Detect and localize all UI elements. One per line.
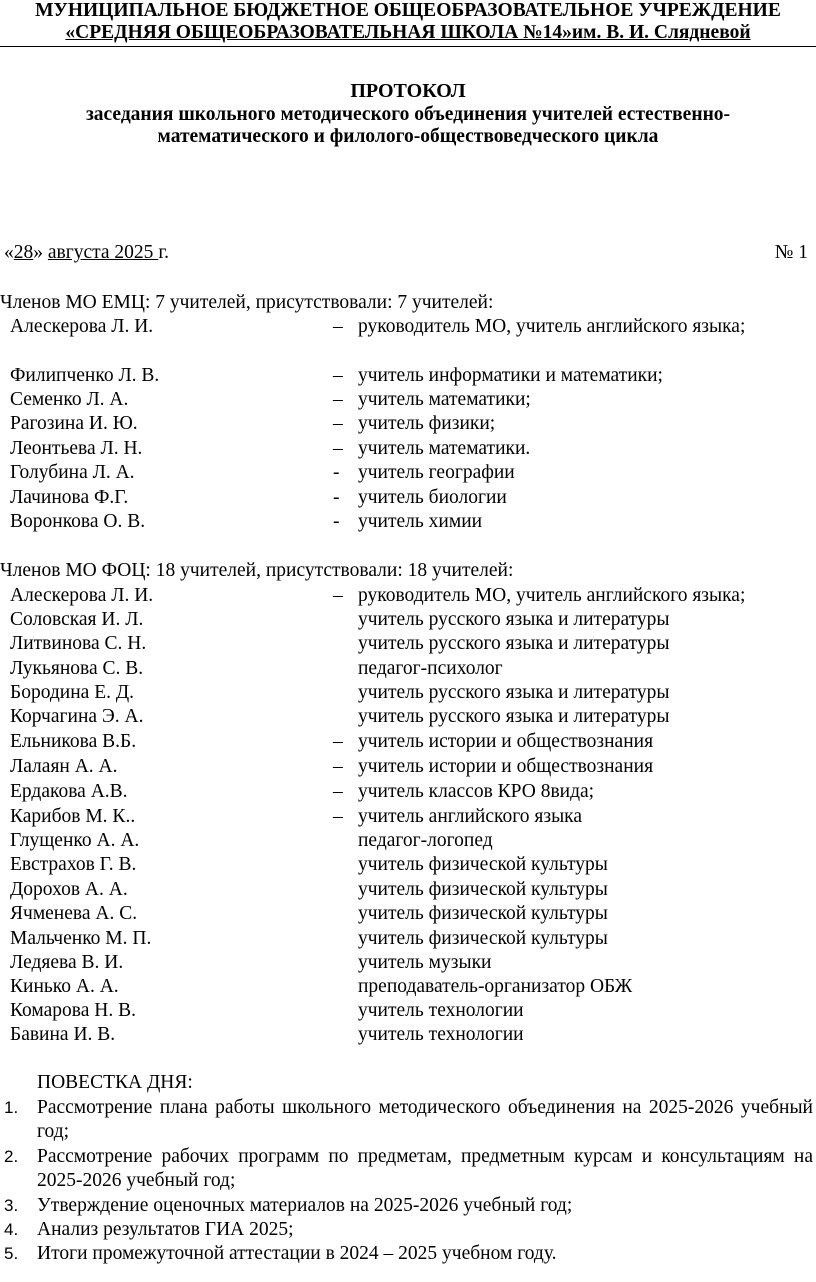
member-row (0, 1000, 816, 1024)
member-name: Кинько А. А. (10, 976, 119, 997)
member-row (0, 706, 816, 730)
date-quote-close: » (33, 242, 43, 263)
member-role: учитель истории и обществознания (358, 731, 654, 752)
member-name: Корчагина Э. А. (10, 706, 144, 727)
member-row (0, 389, 816, 413)
member-role: учитель истории и обществознания (358, 756, 654, 777)
member-name: Евстрахов Г. В. (10, 854, 137, 875)
agenda-item-number: 1. (4, 1098, 19, 1117)
member-role: учитель русского языка и литературы (358, 609, 670, 630)
member-role: учитель биологии (358, 487, 507, 508)
member-dash: – (333, 413, 343, 434)
agenda-item-text: Анализ результатов ГИА 2025; (37, 1219, 294, 1240)
member-role: учитель химии (358, 511, 483, 532)
member-row (0, 438, 816, 462)
member-row (0, 854, 816, 878)
member-row (0, 903, 816, 927)
member-name: Соловская И. Л. (10, 609, 144, 630)
member-name: Семенко Л. А. (10, 389, 129, 410)
member-name: Ячменева А. С. (10, 903, 138, 924)
member-name: Воронкова О. В. (10, 511, 146, 532)
member-name: Ердакова А.В. (10, 781, 128, 802)
member-role: педагог-психолог (358, 658, 503, 679)
protocol-title: ПРОТОКОЛ (350, 80, 466, 102)
agenda-item-text: Рассмотрение плана работы школьного методического объединения на 2025-2026 учебный год; (37, 1097, 813, 1142)
member-dash: – (333, 365, 343, 386)
date-year-suffix: г. (158, 242, 169, 263)
member-row (0, 781, 816, 805)
school-header-line1: МУНИЦИПАЛЬНОЕ БЮДЖЕТНОЕ ОБЩЕОБРАЗОВАТЕЛЬНОЕ УЧРЕЖДЕНИЕ (35, 0, 781, 21)
member-row (0, 682, 816, 706)
school-header-line2: «СРЕДНЯЯ ОБЩЕОБРАЗОВАТЕЛЬНАЯ ШКОЛА №14»им. В. И. Слядневой (65, 22, 751, 43)
member-role: учитель классов КРО 8вида; (358, 781, 595, 802)
member-role: учитель физики; (358, 413, 496, 434)
member-name: Алескерова Л. И. (10, 585, 154, 606)
date-day: 28 (13, 242, 34, 263)
member-role: учитель технологии (358, 1024, 524, 1045)
member-dash: – (333, 731, 343, 752)
member-role: руководитель МО, учитель английского языка; (358, 585, 746, 606)
member-row (0, 365, 816, 389)
member-name: Ледяева В. И. (10, 952, 124, 973)
member-role: учитель технологии (358, 1000, 524, 1021)
foc-heading: Членов МО ФОЦ: 18 учителей, присутствовали: 18 учителей: (0, 560, 514, 581)
agenda-item-text: Итоги промежуточной аттестации в 2024 – 2025 учебном году. (37, 1243, 557, 1264)
member-row (0, 976, 816, 1000)
member-role: учитель русского языка и литературы (358, 633, 670, 654)
member-name: Бавина И. В. (10, 1024, 116, 1045)
member-name: Дорохов А. А. (10, 879, 128, 900)
member-name: Комарова Н. В. (10, 1000, 136, 1021)
member-role: учитель математики. (358, 438, 531, 459)
member-row (0, 830, 816, 854)
agenda-item-number: 2. (4, 1147, 19, 1166)
member-dash: – (333, 781, 343, 802)
member-row (0, 879, 816, 903)
member-name: Карибов М. К.. (10, 806, 136, 827)
protocol-number: № 1 (774, 242, 808, 263)
date-month-year: августа 2025 (47, 242, 159, 263)
agenda-item-text: Утверждение оценочных материалов на 2025-2026 учебный год; (37, 1195, 573, 1216)
member-role: руководитель МО, учитель английского языка; (358, 316, 746, 337)
member-row (0, 609, 816, 633)
header-divider (0, 46, 816, 47)
member-role: учитель физической культуры (358, 879, 608, 900)
member-name: Рагозина И. Ю. (10, 413, 138, 434)
protocol-subtitle-2: математического и филолого-обществоведческого цикла (157, 126, 659, 147)
member-role: учитель географии (358, 462, 515, 483)
member-name: Филипченко Л. В. (10, 365, 160, 386)
member-row (0, 731, 816, 755)
member-role: учитель математики; (358, 389, 531, 410)
member-name: Леонтьева Л. Н. (10, 438, 143, 459)
member-role: учитель музыки (358, 952, 492, 973)
member-role: учитель физической культуры (358, 903, 608, 924)
member-row (0, 413, 816, 437)
member-name: Лукьянова С. В. (10, 658, 144, 679)
member-role: учитель русского языка и литературы (358, 682, 670, 703)
member-name: Ельникова В.Б. (10, 731, 137, 752)
member-dash: - (333, 511, 340, 532)
member-row (0, 585, 816, 609)
member-row (0, 756, 816, 780)
member-dash: – (333, 585, 343, 606)
member-dash: – (333, 438, 343, 459)
member-dash: – (333, 756, 343, 777)
member-role: учитель физической культуры (358, 928, 608, 949)
member-name: Бородина Е. Д. (10, 682, 135, 703)
member-row (0, 511, 816, 535)
agenda-item-number: 4. (4, 1220, 19, 1239)
member-role: учитель информатики и математики; (358, 365, 663, 386)
member-name: Голубина Л. А. (10, 462, 135, 483)
member-row (0, 1024, 816, 1048)
member-dash: – (333, 316, 343, 337)
agenda-item-number: 5. (4, 1244, 19, 1263)
emc-heading: Членов МО ЕМЦ: 7 учителей, присутствовали: 7 учителей: (0, 292, 494, 313)
member-row (0, 806, 816, 830)
agenda-heading: ПОВЕСТКА ДНЯ: (37, 1072, 193, 1093)
member-dash: - (333, 462, 340, 483)
member-name: Лачинова Ф.Г. (10, 487, 129, 508)
agenda-item-text: Рассмотрение рабочих программ по предметам, предметным курсам и консультациям на 2025-2026 учебный год; (37, 1146, 813, 1191)
member-name: Мальченко М. П. (10, 928, 152, 949)
member-role: учитель физической культуры (358, 854, 608, 875)
member-role: учитель русского языка и литературы (358, 706, 670, 727)
member-row (0, 633, 816, 657)
member-row (0, 928, 816, 952)
member-role: педагог-логопед (358, 830, 493, 851)
member-name: Глущенко А. А. (10, 830, 140, 851)
member-row (0, 462, 816, 486)
member-row (0, 487, 816, 511)
member-dash: – (333, 389, 343, 410)
member-name: Алескерова Л. И. (10, 316, 154, 337)
member-name: Лалаян А. А. (10, 756, 118, 777)
protocol-subtitle-1: заседания школьного методического объединения учителей естественно- (85, 104, 731, 125)
agenda-item-number: 3. (4, 1196, 19, 1215)
protocol-date (4, 242, 169, 264)
member-dash: - (333, 487, 340, 508)
date-quote-open: « (4, 242, 14, 263)
member-role: учитель английского языка (358, 806, 583, 827)
member-dash: – (333, 806, 343, 827)
member-name: Литвинова С. Н. (10, 633, 147, 654)
member-role: преподаватель-организатор ОБЖ (358, 976, 633, 997)
member-row (0, 952, 816, 976)
member-row (0, 316, 816, 340)
member-row (0, 658, 816, 682)
